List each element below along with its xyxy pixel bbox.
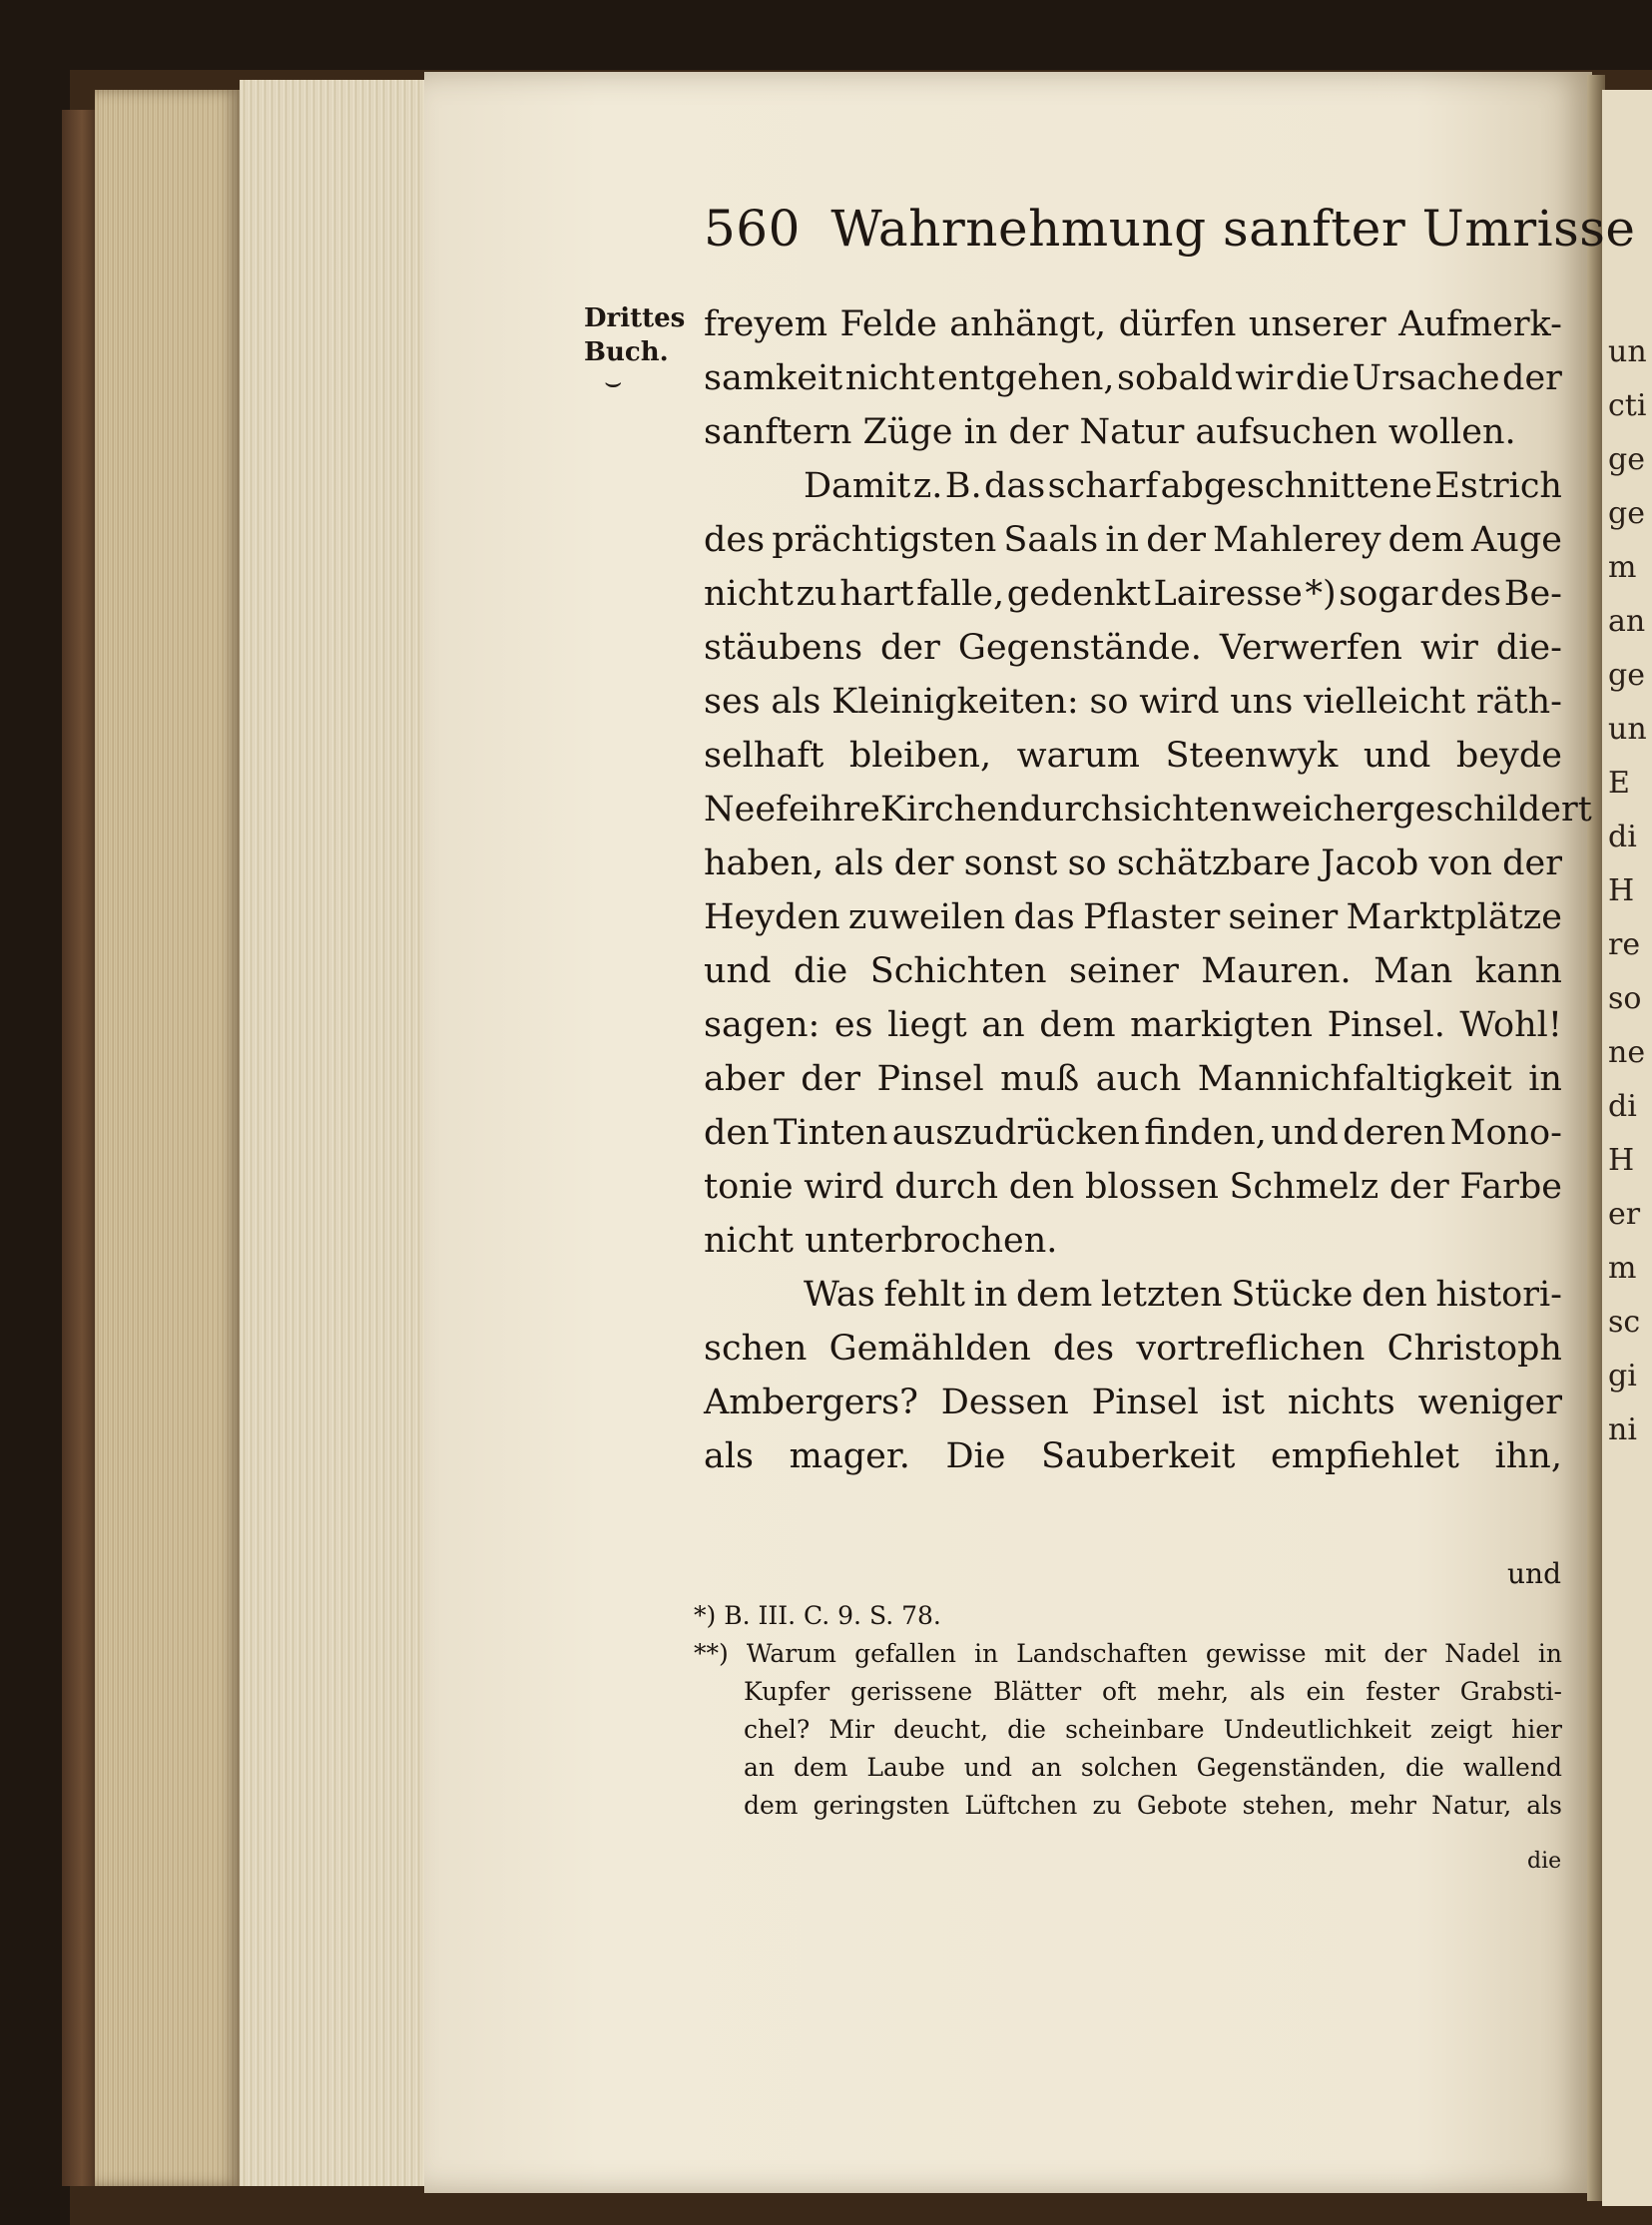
facing-page-fragment: un — [1608, 334, 1647, 369]
text-line: als mager. Die Sauberkeit empfiehlet ihn, — [704, 1436, 1562, 1476]
facing-page-fragment: di — [1608, 1089, 1637, 1124]
footnotes — [694, 1597, 1562, 1825]
marginal-note-line2: Buch. — [584, 337, 669, 367]
facing-page-fragment: H — [1608, 1143, 1635, 1178]
facing-page-fragment: re — [1608, 927, 1641, 962]
text-line: des prächtigsten Saals in der Mahlerey dem Auge — [704, 520, 1562, 560]
facing-page-fragment: so — [1608, 981, 1642, 1016]
facing-page-fragment: E — [1608, 766, 1630, 801]
text-line: Neefe ihre Kirchendurchsichten weicher geschildert — [704, 790, 1592, 830]
marginal-note — [584, 301, 699, 398]
footnote-catchword: die — [1527, 1849, 1562, 1874]
footnote-2-line: Kupfer gerissene Blätter oft mehr, als ein fester Grabsti- — [744, 1677, 1562, 1706]
catchword: und — [1507, 1557, 1561, 1590]
text-line: nicht zu hart falle, gedenkt Lairesse *) sogar des Be- — [704, 574, 1562, 614]
facing-page-fragment: m — [1608, 550, 1637, 585]
text-line: sagen: es liegt an dem markigten Pinsel. Wohl! — [704, 1005, 1562, 1045]
facing-page-fragment: an — [1608, 604, 1646, 639]
text-line: haben, als der sonst so schätzbare Jacob von der — [704, 843, 1562, 883]
facing-page-fragment: di — [1608, 820, 1637, 854]
text-line: tonie wird durch den blossen Schmelz der Farbe — [704, 1167, 1562, 1207]
facing-page-fragment: cti — [1608, 388, 1647, 423]
footnote-2-line: an dem Laube und an solchen Gegenständen, die wallend — [744, 1753, 1562, 1782]
facing-page-fragment: ge — [1608, 496, 1645, 531]
page-number: 560 — [704, 200, 801, 258]
facing-page-fragment: H — [1608, 873, 1635, 908]
text-line: nicht unterbrochen. — [704, 1221, 1058, 1261]
text-line: und die Schichten seiner Mauren. Man kann — [704, 951, 1562, 991]
facing-page — [1602, 90, 1652, 2206]
facing-page-fragment: sc — [1608, 1305, 1641, 1340]
text-line: schen Gemählden des vortreflichen Christoph — [704, 1329, 1562, 1369]
text-line: Damit z. B. das scharf abgeschnittene Estrich — [804, 466, 1562, 506]
page-header — [704, 200, 1636, 258]
page-stack — [240, 80, 429, 2186]
facing-page-fragment: ne — [1608, 1035, 1646, 1070]
text-line: selhaft bleiben, warum Steenwyk und beyde — [704, 736, 1562, 776]
footnote-2-line: dem geringsten Lüftchen zu Gebote stehen, mehr Natur, als — [744, 1791, 1562, 1820]
facing-page-fragment: un — [1608, 712, 1647, 747]
facing-page-fragment: ni — [1608, 1412, 1637, 1447]
text-line: ses als Kleinigkeiten: so wird uns vielleicht räth- — [704, 682, 1562, 722]
text-line: Ambergers? Dessen Pinsel ist nichts weniger — [704, 1383, 1562, 1422]
text-line: freyem Felde anhängt, dürfen unserer Aufmerk- — [704, 304, 1562, 344]
text-line: stäubens der Gegenstände. Verwerfen wir die- — [704, 628, 1562, 668]
footnote-1: *) B. III. C. 9. S. 78. — [694, 1601, 941, 1630]
facing-page-fragment: m — [1608, 1251, 1637, 1286]
footnote-2-line: chel? Mir deucht, die scheinbare Undeutlichkeit zeigt hier — [744, 1715, 1562, 1744]
page-edges — [95, 90, 240, 2186]
flourish-ornament: ⌣ — [604, 365, 623, 398]
facing-page-fragment: gi — [1608, 1359, 1637, 1393]
marginal-note-line1: Drittes — [584, 303, 686, 333]
text-line: Was fehlt in dem letzten Stücke den histori- — [804, 1275, 1562, 1315]
running-title: Wahrnehmung sanfter Umrisse — [830, 200, 1636, 258]
text-line: Heyden zuweilen das Pflaster seiner Marktplätze — [704, 897, 1562, 937]
facing-page-fragment: ge — [1608, 658, 1645, 693]
main-text — [704, 297, 1592, 1483]
text-line: sanftern Züge in der Natur aufsuchen wollen. — [704, 412, 1516, 452]
footnote-2-line: **) Warum gefallen in Landschaften gewisse mit der Nadel in — [694, 1639, 1562, 1668]
text-line: den Tinten auszudrücken finden, und deren Mono- — [704, 1113, 1562, 1153]
text-line: samkeit nicht entgehen, sobald wir die Ursache der — [704, 358, 1562, 398]
facing-page-fragment: ge — [1608, 442, 1645, 477]
text-line: aber der Pinsel muß auch Mannichfaltigkeit in — [704, 1059, 1562, 1099]
facing-page-fragment: er — [1608, 1197, 1641, 1232]
